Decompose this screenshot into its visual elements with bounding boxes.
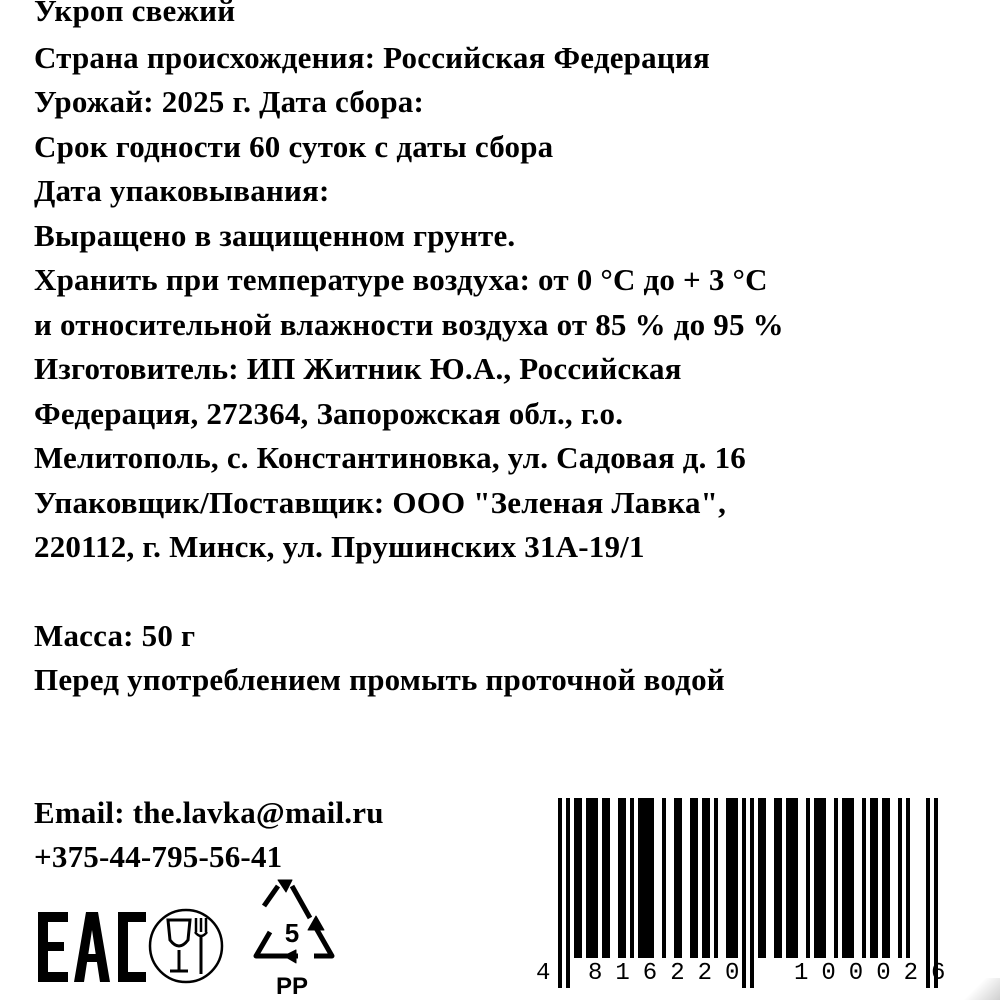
corner-shadow — [960, 978, 1000, 1000]
phone: +375-44-795-56-41 — [34, 839, 283, 874]
recycle-material: PP — [275, 973, 309, 1000]
recycle-code: 5 — [284, 918, 300, 948]
manufacturer-line-2: Федерация, 272364, Запорожская обл., г.о. — [34, 396, 624, 431]
glass-fork-icon — [150, 910, 222, 982]
barcode — [528, 786, 1000, 1000]
growing-note: Выращено в защищенном грунте. — [34, 218, 516, 253]
packing-date: Дата упаковывания: — [34, 173, 330, 208]
shelf-life: Срок годности 60 суток с даты сбора — [34, 129, 554, 164]
packer-line-2: 220112, г. Минск, ул. Прушинских 31А-19/1 — [34, 529, 645, 564]
barcode-first-digit: 4 — [536, 960, 551, 987]
eac-icon — [38, 912, 146, 982]
mass: Масса: 50 г — [34, 618, 196, 653]
manufacturer-line-3: Мелитополь, с. Константиновка, ул. Садовая д. 16 — [34, 440, 746, 475]
packer-line-1: Упаковщик/Поставщик: ООО "Зеленая Лавка", — [34, 485, 727, 520]
storage-temperature: Хранить при температуре воздуха: от 0 °С до + 3 °С — [34, 262, 768, 297]
certification-marks — [34, 870, 374, 1000]
country-of-origin: Страна происхождения: Российская Федерация — [34, 40, 710, 75]
wash-instruction: Перед употреблением промыть проточной водой — [34, 662, 725, 697]
barcode-right-group: 100026 — [794, 960, 959, 987]
barcode-digits — [528, 786, 1000, 1000]
product-name: Укроп свежий — [34, 0, 236, 28]
email: Email: the.lavka@mail.ru — [34, 795, 384, 830]
harvest-date: Урожай: 2025 г. Дата сбора: — [34, 84, 424, 119]
barcode-left-group: 816220 — [588, 960, 753, 987]
manufacturer-line-1: Изготовитель: ИП Житник Ю.А., Российская — [34, 351, 682, 386]
storage-humidity: и относительной влажности воздуха от 85 % до 95 % — [34, 307, 784, 342]
